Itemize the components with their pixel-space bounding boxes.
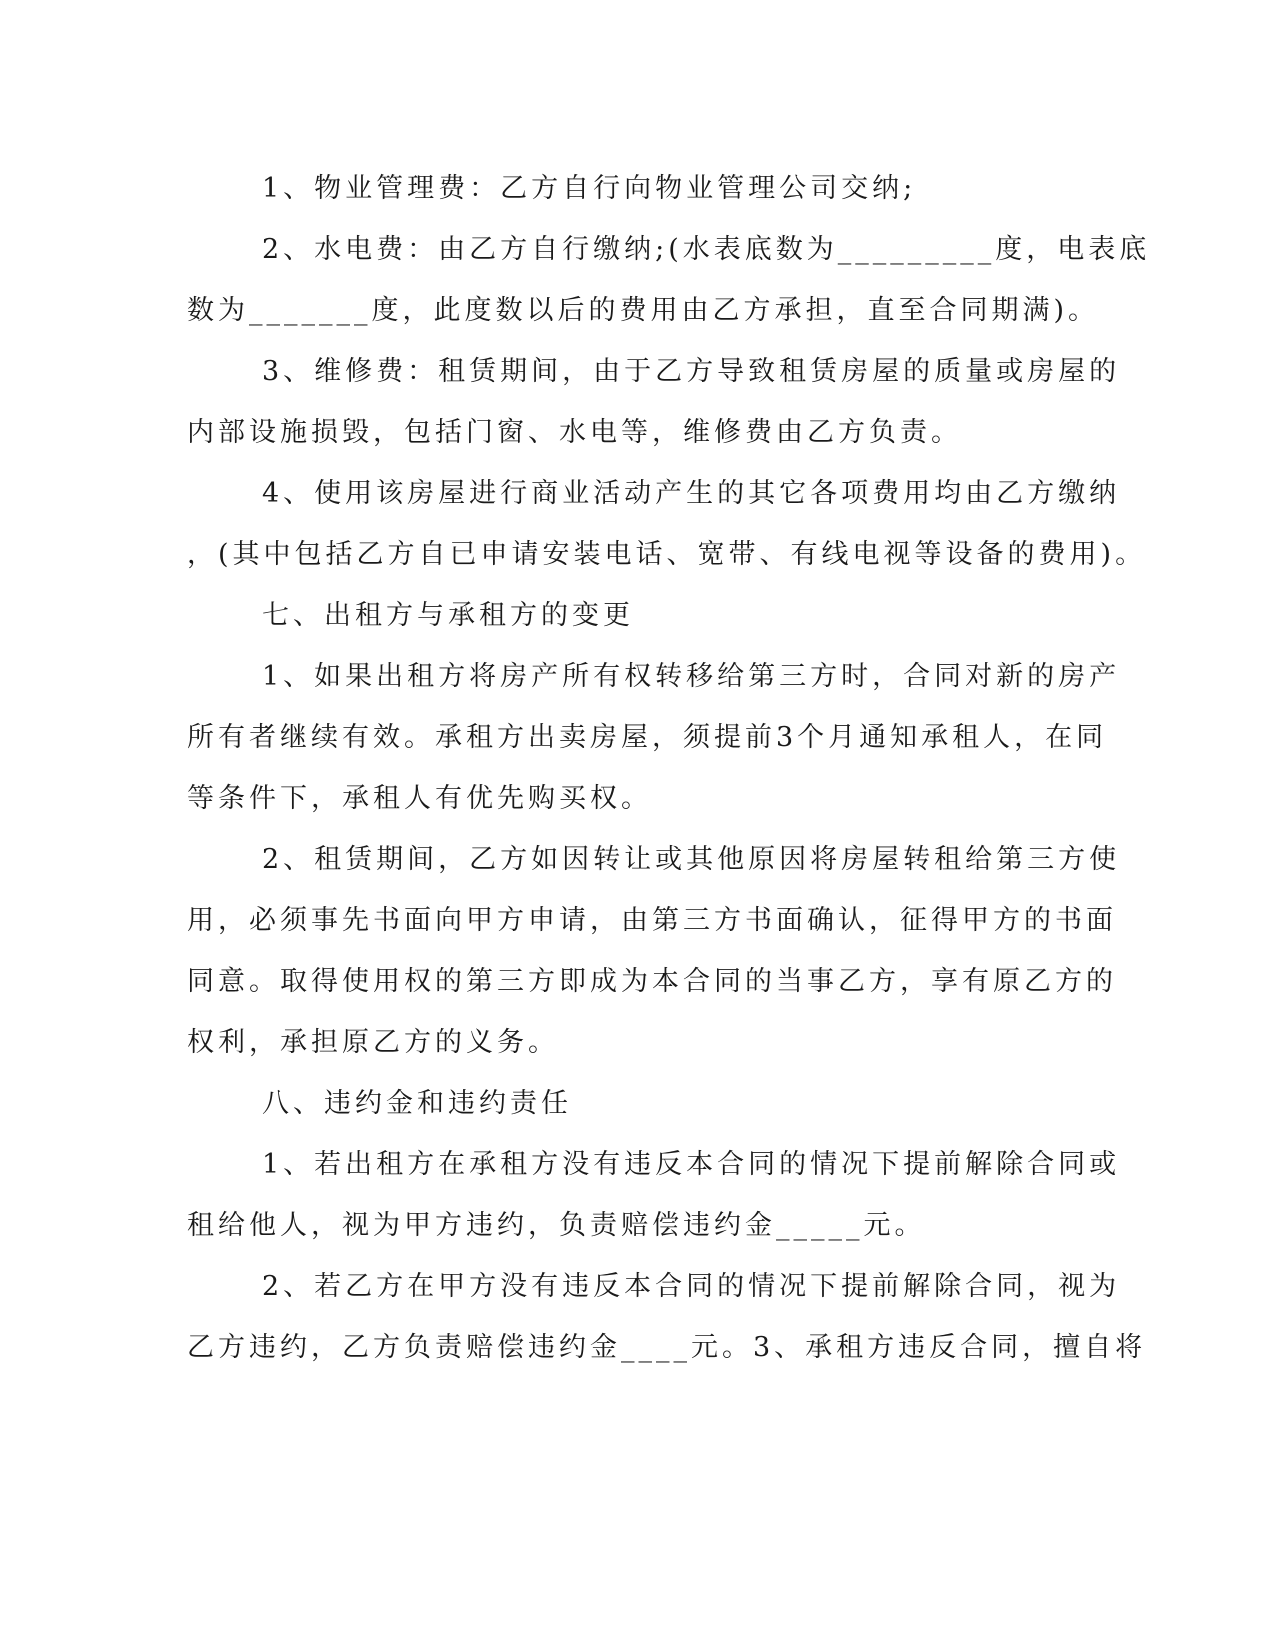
section-heading: 八、违约金和违约责任 [262, 1088, 572, 1119]
paragraph-line: 用，必须事先书面向甲方申请，由第三方书面确认，征得甲方的书面 [187, 905, 1117, 936]
paragraph-line: 租给他人，视为甲方违约，负责赔偿违约金_____元。 [187, 1210, 926, 1241]
paragraph-line: 乙方违约，乙方负责赔偿违约金____元。3、承租方违反合同，擅自将 [187, 1332, 1147, 1363]
paragraph-line: 数为_______度，此度数以后的费用由乙方承担，直至合同期满)。 [187, 295, 1100, 326]
paragraph-line: 所有者继续有效。承租方出卖房屋，须提前3个月通知承租人，在同 [187, 722, 1108, 753]
paragraph-line: 2、水电费：由乙方自行缴纳;(水表底数为_________度，电表底 [262, 234, 1151, 265]
paragraph-line: 2、若乙方在甲方没有违反本合同的情况下提前解除合同，视为 [262, 1271, 1121, 1302]
paragraph-line: ，(其中包括乙方自已申请安装电话、宽带、有线电视等设备的费用)。 [187, 539, 1147, 570]
section-heading: 七、出租方与承租方的变更 [262, 600, 634, 631]
paragraph-line: 权利，承担原乙方的义务。 [187, 1027, 559, 1058]
paragraph-line: 内部设施损毁，包括门窗、水电等，维修费由乙方负责。 [187, 417, 962, 448]
paragraph-line: 1、如果出租方将房产所有权转移给第三方时，合同对新的房产 [262, 661, 1121, 692]
paragraph-line: 1、若出租方在承租方没有违反本合同的情况下提前解除合同或 [262, 1149, 1121, 1180]
paragraph-line: 4、使用该房屋进行商业活动产生的其它各项费用均由乙方缴纳 [262, 478, 1121, 509]
paragraph-line: 1、物业管理费：乙方自行向物业管理公司交纳; [262, 173, 917, 204]
document-body [187, 158, 1151, 1378]
paragraph-line: 3、维修费：租赁期间，由于乙方导致租赁房屋的质量或房屋的 [262, 356, 1121, 387]
paragraph-line: 同意。取得使用权的第三方即成为本合同的当事乙方，享有原乙方的 [187, 966, 1117, 997]
paragraph-line: 等条件下，承租人有优先购买权。 [187, 783, 652, 814]
paragraph-line: 2、租赁期间，乙方如因转让或其他原因将房屋转租给第三方使 [262, 844, 1121, 875]
